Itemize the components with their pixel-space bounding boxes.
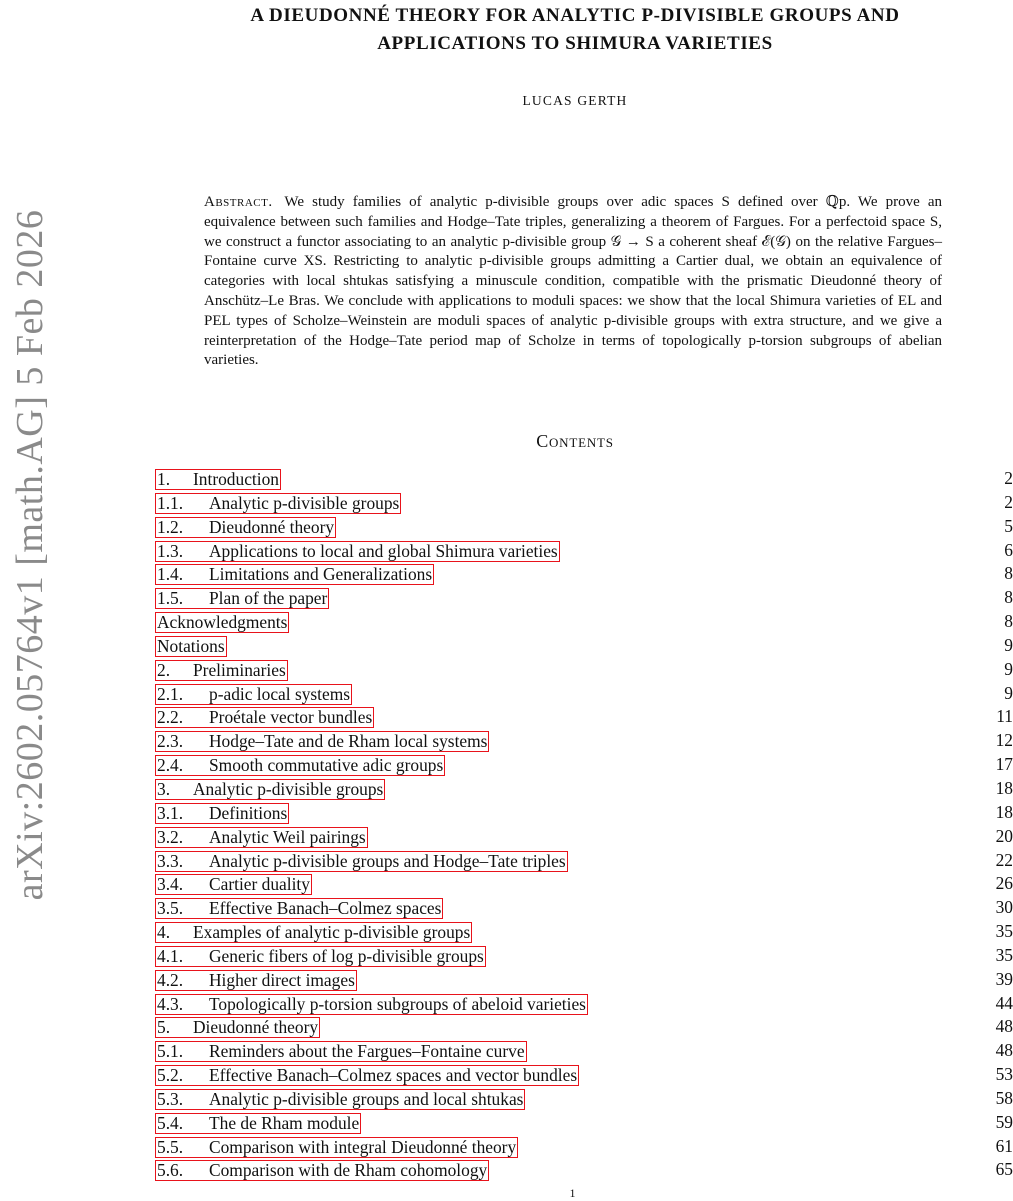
toc-link[interactable] bbox=[155, 779, 385, 800]
toc-entry-number: 1.5. bbox=[157, 588, 184, 609]
toc-entry-page: 11 bbox=[996, 706, 1013, 727]
toc-link[interactable] bbox=[155, 1160, 489, 1181]
toc-entry-number: 1. bbox=[157, 469, 171, 489]
toc-entry-page: 39 bbox=[995, 968, 1013, 989]
toc-entry-number: 5. bbox=[157, 1017, 171, 1038]
toc-entry bbox=[155, 540, 1013, 564]
toc-entry bbox=[155, 683, 1013, 707]
toc-entry-page: 53 bbox=[995, 1064, 1013, 1085]
toc-entry-number: 4.1. bbox=[157, 945, 184, 966]
toc-entry-number: 5.3. bbox=[157, 1088, 184, 1109]
toc-entry-title: Reminders about the Fargues–Fontaine curve bbox=[209, 1041, 525, 1062]
toc-entry bbox=[155, 1016, 1013, 1040]
toc-entry-page: 65 bbox=[995, 1159, 1013, 1180]
toc-entry-title: Analytic p-divisible groups and local shtukas bbox=[209, 1088, 524, 1109]
toc-entry-page: 48 bbox=[995, 1016, 1013, 1037]
toc-link[interactable] bbox=[155, 684, 352, 705]
toc-entry-title: Analytic p-divisible groups bbox=[193, 778, 384, 799]
toc-entry bbox=[155, 516, 1013, 540]
toc-entry-number: 3. bbox=[157, 778, 171, 799]
toc-entry-number: 3.3. bbox=[157, 850, 184, 871]
toc-link[interactable] bbox=[155, 469, 281, 490]
toc-entry-page: 18 bbox=[995, 777, 1013, 798]
toc-entry bbox=[155, 873, 1013, 897]
table-of-contents bbox=[155, 468, 1013, 1183]
title-line-1: A DIEUDONNÉ THEORY FOR ANALYTIC P-DIVISIBLE GROUPS AND bbox=[250, 5, 900, 26]
toc-entry bbox=[155, 1159, 1013, 1183]
toc-entry-page: 8 bbox=[1004, 587, 1013, 608]
toc-link[interactable] bbox=[155, 827, 368, 848]
toc-entry-title: Plan of the paper bbox=[209, 588, 328, 609]
toc-link[interactable] bbox=[155, 564, 434, 585]
toc-link[interactable] bbox=[155, 1017, 320, 1038]
toc-entry-title: The de Rham module bbox=[209, 1112, 360, 1133]
toc-entry-number: 4.2. bbox=[157, 969, 184, 990]
toc-entry-title: Effective Banach–Colmez spaces bbox=[209, 898, 442, 919]
toc-entry-number: 5.4. bbox=[157, 1112, 184, 1133]
toc-entry-number: 1.1. bbox=[157, 492, 184, 513]
toc-link[interactable] bbox=[155, 1041, 527, 1062]
toc-entry bbox=[155, 730, 1013, 754]
arxiv-side-stamp bbox=[0, 0, 60, 1200]
toc-entry-title: Applications to local and global Shimura varieties bbox=[209, 540, 558, 561]
toc-entry-title: Generic fibers of log p-divisible groups bbox=[209, 945, 484, 966]
toc-link[interactable] bbox=[155, 588, 329, 609]
author-name: LUCAS GERTH bbox=[522, 93, 628, 108]
toc-entry bbox=[155, 563, 1013, 587]
toc-link[interactable] bbox=[155, 755, 445, 776]
toc-entry-page: 5 bbox=[1004, 515, 1013, 536]
toc-entry-title: Notations bbox=[157, 635, 225, 656]
toc-entry-number: 3.1. bbox=[157, 802, 184, 823]
toc-link[interactable] bbox=[155, 1089, 525, 1110]
toc-entry-page: 35 bbox=[995, 944, 1013, 965]
toc-entry-page: 8 bbox=[1004, 611, 1013, 632]
toc-entry bbox=[155, 754, 1013, 778]
title-line-2: APPLICATIONS TO SHIMURA VARIETIES bbox=[377, 33, 773, 54]
toc-link[interactable] bbox=[155, 922, 472, 943]
toc-entry bbox=[155, 969, 1013, 993]
toc-entry-number: 3.5. bbox=[157, 898, 184, 919]
paper-title bbox=[170, 2, 980, 58]
toc-entry bbox=[155, 921, 1013, 945]
toc-entry bbox=[155, 897, 1013, 921]
arxiv-identifier: arXiv:2602.05764v1 [math.AG] 5 Feb 2026 bbox=[9, 209, 51, 901]
toc-entry-title: Analytic p-divisible groups bbox=[209, 492, 400, 513]
toc-link[interactable] bbox=[155, 851, 568, 872]
toc-entry-page: 18 bbox=[995, 801, 1013, 822]
toc-entry-title: Comparison with de Rham cohomology bbox=[209, 1160, 488, 1181]
toc-entry-title: p-adic local systems bbox=[209, 683, 351, 704]
toc-entry bbox=[155, 587, 1013, 611]
toc-entry-title: Topologically p-torsion subgroups of abeloid varieties bbox=[209, 993, 586, 1014]
toc-entry-page: 59 bbox=[995, 1111, 1013, 1132]
toc-entry-title: Analytic Weil pairings bbox=[209, 826, 366, 847]
toc-link[interactable] bbox=[155, 994, 588, 1015]
toc-link[interactable] bbox=[155, 707, 374, 728]
toc-link[interactable] bbox=[155, 1113, 361, 1134]
toc-entry-title: Dieudonné theory bbox=[193, 1017, 319, 1038]
toc-entry-number: 2.3. bbox=[157, 731, 184, 752]
toc-entry bbox=[155, 706, 1013, 730]
toc-entry-title: Cartier duality bbox=[209, 874, 310, 895]
toc-link[interactable] bbox=[155, 660, 288, 681]
contents-heading: Contents bbox=[536, 431, 614, 451]
abstract-text: We study families of analytic p-divisible groups over adic spaces S defined over ℚp. We prove an equivalence between such families and Hodge–Tate triples, generalizing a theorem of Fargues. For a perfectoid space S, we construct a functor associating to an analytic p-divisible group 𝒢 → S a coherent sheaf ℰ(𝒢) on the relative Fargues–Fontaine curve XS. Restricting to analytic p-divisible groups admitting a Cartier dual, we obtain an equivalence of categories with local shtukas satisfying a minuscule condition, compatible with the prismatic Dieudonné theory of Anschütz–Le Bras. We conclude with applications to moduli spaces: we show that the local Shimura varieties of EL and PEL types of Scholze–Weinstein are moduli spaces of analytic p-divisible groups with extra structure, and we give a reinterpretation of the Hodge–Tate period map of Scholze in terms of topologically p-torsion subgroups of abelian varieties. bbox=[204, 194, 942, 369]
toc-entry-title: Effective Banach–Colmez spaces and vector bundles bbox=[209, 1065, 578, 1086]
toc-entry-page: 6 bbox=[1004, 539, 1013, 560]
toc-entry bbox=[155, 1088, 1013, 1112]
toc-entry-page: 61 bbox=[995, 1135, 1013, 1156]
toc-entry bbox=[155, 659, 1013, 683]
toc-entry bbox=[155, 778, 1013, 802]
toc-entry-number: 4.3. bbox=[157, 993, 184, 1014]
toc-link[interactable] bbox=[155, 874, 312, 895]
toc-entry bbox=[155, 850, 1013, 874]
toc-entry bbox=[155, 993, 1013, 1017]
toc-entry-number: 3.2. bbox=[157, 826, 184, 847]
toc-entry-title: Smooth commutative adic groups bbox=[209, 755, 444, 776]
toc-entry-number: 5.2. bbox=[157, 1065, 184, 1086]
toc-entry-page: 17 bbox=[995, 754, 1013, 775]
toc-link[interactable] bbox=[155, 1137, 518, 1158]
toc-entry-page: 9 bbox=[1004, 634, 1013, 655]
toc-entry-page: 48 bbox=[995, 1040, 1013, 1061]
toc-entry bbox=[155, 635, 1013, 659]
toc-entry-title: Preliminaries bbox=[193, 659, 286, 680]
toc-entry-page: 35 bbox=[995, 921, 1013, 942]
toc-entry-page: 26 bbox=[995, 873, 1013, 894]
toc-link[interactable] bbox=[155, 493, 401, 514]
toc-entry-number: 5.5. bbox=[157, 1136, 184, 1157]
toc-entry-page: 9 bbox=[1004, 682, 1013, 703]
toc-entry-title: Analytic p-divisible groups and Hodge–Tate triples bbox=[209, 850, 566, 871]
toc-entry-number: 2.1. bbox=[157, 683, 184, 704]
toc-entry-title: Higher direct images bbox=[209, 969, 355, 990]
toc-link[interactable] bbox=[155, 1065, 579, 1086]
toc-link[interactable] bbox=[155, 731, 489, 752]
toc-entry-title: Comparison with integral Dieudonné theory bbox=[209, 1136, 517, 1157]
toc-entry-page: 30 bbox=[995, 897, 1013, 918]
toc-entry bbox=[155, 826, 1013, 850]
toc-link[interactable] bbox=[155, 541, 560, 562]
toc-link[interactable] bbox=[155, 803, 289, 824]
toc-entry-page: 22 bbox=[995, 849, 1013, 870]
toc-entry-number: 1.2. bbox=[157, 516, 184, 537]
toc-link[interactable] bbox=[155, 517, 336, 538]
toc-link[interactable] bbox=[155, 946, 486, 967]
toc-link[interactable] bbox=[155, 636, 227, 657]
toc-entry-title: Dieudonné theory bbox=[209, 516, 335, 537]
toc-entry-page: 12 bbox=[995, 730, 1013, 751]
page-number: 1 bbox=[569, 1186, 576, 1200]
toc-entry-number: 2.2. bbox=[157, 707, 184, 728]
toc-entry-page: 58 bbox=[995, 1087, 1013, 1108]
toc-entry-number: 1.4. bbox=[157, 564, 184, 585]
toc-entry-title: Examples of analytic p-divisible groups bbox=[193, 922, 471, 943]
toc-entry-title: Proétale vector bundles bbox=[209, 707, 373, 728]
toc-entry bbox=[155, 802, 1013, 826]
abstract-label: Abstract. bbox=[204, 194, 273, 210]
toc-entry-number: 5.6. bbox=[157, 1160, 184, 1181]
toc-link[interactable] bbox=[155, 612, 289, 633]
toc-entry-page: 2 bbox=[1004, 491, 1013, 512]
toc-entry-title: Introduction bbox=[193, 469, 279, 489]
toc-entry-page: 9 bbox=[1004, 658, 1013, 679]
toc-entry bbox=[155, 468, 1013, 492]
toc-entry-title: Limitations and Generalizations bbox=[209, 564, 433, 585]
toc-entry bbox=[155, 611, 1013, 635]
toc-entry bbox=[155, 1112, 1013, 1136]
toc-entry-title: Hodge–Tate and de Rham local systems bbox=[209, 731, 488, 752]
toc-entry-title: Definitions bbox=[209, 802, 288, 823]
toc-entry-number: 4. bbox=[157, 922, 171, 943]
toc-entry-page: 20 bbox=[995, 825, 1013, 846]
toc-link[interactable] bbox=[155, 898, 443, 919]
toc-entry-number: 2.4. bbox=[157, 755, 184, 776]
toc-entry-page: 8 bbox=[1004, 563, 1013, 584]
abstract bbox=[204, 193, 942, 371]
toc-entry-number: 5.1. bbox=[157, 1041, 184, 1062]
toc-entry bbox=[155, 1040, 1013, 1064]
toc-entry bbox=[155, 1064, 1013, 1088]
toc-entry-title: Acknowledgments bbox=[157, 612, 288, 633]
toc-link[interactable] bbox=[155, 970, 357, 991]
toc-entry bbox=[155, 945, 1013, 969]
toc-entry-number: 3.4. bbox=[157, 874, 184, 895]
toc-entry bbox=[155, 1136, 1013, 1160]
toc-entry-page: 44 bbox=[995, 992, 1013, 1013]
toc-entry bbox=[155, 492, 1013, 516]
toc-entry-page: 2 bbox=[1004, 468, 1013, 488]
toc-entry-number: 1.3. bbox=[157, 540, 184, 561]
toc-entry-number: 2. bbox=[157, 659, 171, 680]
